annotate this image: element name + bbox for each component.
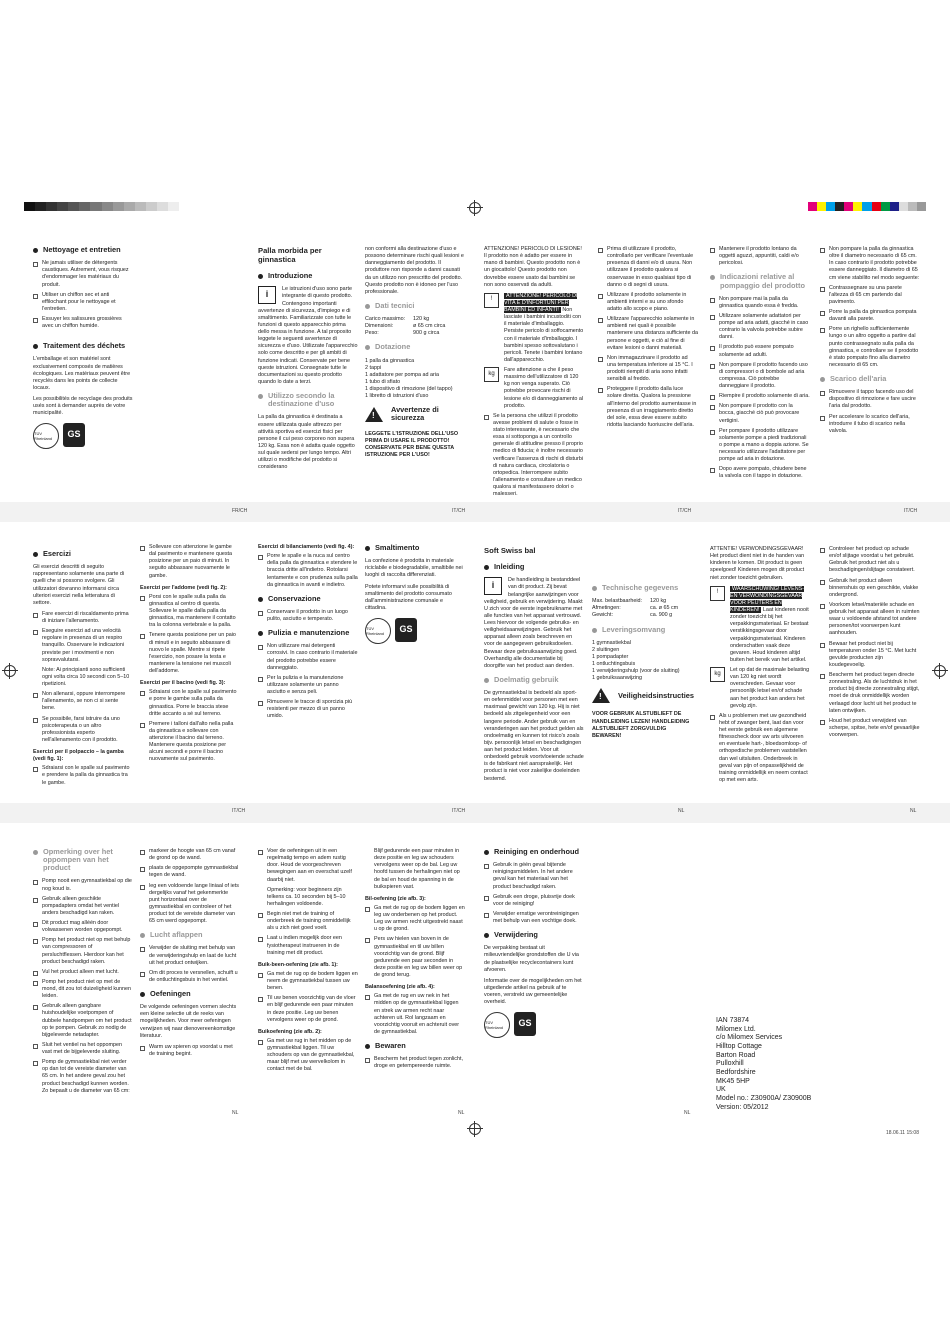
list-item: 1 verwijderingshulp (voor de sluiting) (592, 668, 680, 675)
list-item: Sollevare con attenzione le gambe dal pavimento e mantenere questa posizione per un paio di minuti. In seguito abbassare nuovamente le gambe. (140, 544, 240, 580)
page-footer: FR/CH (232, 508, 248, 514)
list-item: Verwijder de sluiting met behulp van de verwijderingshulp en laat de lucht uit het product ontwijken. (140, 945, 240, 966)
section-heading: Pulizia e manutenzione (258, 629, 358, 637)
column-nl-2 (592, 578, 692, 744)
list-item: Porre un righello sufficientemente lungo o un altro oggetto a partire dal punto contrassegnato sulla palla da ginnastica, e controllare se il prodotto è stato pompato fino alla diametro necessario di 65 cm. (820, 326, 920, 369)
list-item: Gebruik een droge, pluisvrije doek voor de reiniging! (484, 894, 584, 908)
warning-block: kg Let op dat de maximale belasting van 120 kg niet wordt overschreden. Gevaar voor persoonlijk letsel en/of schade aan het product kan anders het gevolg zijn. (710, 667, 810, 710)
list-item: Pers uw hielen van boven in de gymnastiekbal en til uw billen voorzichtig van de grond. Blijf gedurende een paar seconden in deze positie en leg uw billen weer op de grond terug. (365, 936, 465, 979)
list-item: Ga met de rug op de bodem liggen en leg uw onderbenen op het product. Leg uw armen recht uitgestrekt naast u op de grond. (365, 905, 465, 934)
column-it-3 (484, 246, 584, 501)
list-item: Vul het product alleen met lucht. (33, 969, 133, 976)
paragraph: L'emballage et son matériel sont exclusivement composés de matières écologiques. Les matériaux peuvent être recyclés dans les points de collecte locaux. (33, 356, 131, 391)
registration-mark (934, 665, 946, 677)
list-item: plaats de opgepompte gymnastiekbal tegen de wand. (140, 865, 240, 879)
list-item: Bescherm het product tegen zonlicht, droge en getempereerde ruimte. (365, 1056, 465, 1070)
list-item: Proteggere il prodotto dalla luce solare diretta. Qualora la pressione all'interno del prodotto aumentasse in presenza di un irraggiamento diretto del sole, essa deve essere subito ridotta lasciando fuoriuscire dell'aria. (598, 386, 698, 429)
product-title: Soft Swiss bal (484, 546, 536, 555)
list-item: Porre la palla da ginnastica pompata davanti alla parete. (820, 309, 920, 323)
column-fr (33, 240, 133, 455)
list-item: Contrassegnare su una parete l'altezza di 65 cm partendo dal pavimento. (820, 285, 920, 306)
column-it-ex-3 (258, 544, 358, 724)
registration-mark (469, 202, 481, 214)
list-item: Porsi con le spalle sulla palla da ginnastica al centro di questa. Sollevare le spalle dalla palla da ginnastica, ma mantenere il contatto tra la colonna vertebrale e la palla. (140, 594, 240, 630)
list-item: Sluit het ventiel na het oppompen vast met de bijgeleverde sluiting. (33, 1042, 133, 1056)
list-item: Il prodotto può essere pompato solamente ad adulti. (710, 344, 810, 358)
list-item: Verwijder ernstige verontreinigingen met behulp van een vochtige doek. (484, 911, 584, 925)
list-item: Sdraiarsi con le spalle sul pavimento e prendere la palla da ginnastica tra le gambe. (33, 765, 133, 786)
book-icon: i (258, 286, 276, 304)
section-heading: Dotazione (365, 343, 465, 351)
registration-mark (4, 665, 16, 677)
list-item: Ga met de rug op de bodem liggen en neem de gymnastiekbal tussen uw benen. (258, 971, 358, 992)
paragraph: ATTENTIE! VERWONDINGSGEVAAR! Het product dient niet in de handen van kinderen te komen. Dit product is geen speelgoed! Kinderen mogen dit product niet zonder toezicht gebruiken. (710, 546, 805, 581)
section-heading: Doelmatig gebruik (484, 676, 584, 684)
list-item: Se possibile, farsi istruire da uno psicoterapeuta o un altro professionista esperto nell'allenamento con il prodotto. (33, 716, 133, 745)
list-item: Prima di utilizzare il prodotto, controllarlo per verificare l'eventuale presenza di danni e/o di usura. Non utilizzare il prodotto qualora si osservasse in esso qualsiasi tipo di danno o di segni di usura. (598, 246, 698, 289)
certification-logos (484, 1012, 584, 1038)
column-it-2 (365, 246, 465, 463)
list-item: Voorkom letsel/materiële schade en gebruik het apparaat alleen in ruimten waar u voldoende afstand tot andere personen/tot voorwerpen kunt aanhouden. (820, 602, 920, 638)
list-item: Opmerking: voor beginners zijn telkens ca. 10 seconden bij 5–10 herhalingen voldoende. (267, 886, 346, 907)
manufacturer-address: IAN 73874 Milomex Ltd. c/o Milomex Services Hilltop Cottage Barton Road Pulloxhill Bedfordshire MK45 5HP UK Model no.: Z30900A/ Z30900B Version: 05/2012 (716, 1017, 812, 1111)
page-footer: IT/CH (232, 808, 246, 814)
column-it-1 (258, 246, 358, 475)
tech-row: Max. belastbaarheid: 120 kg (592, 598, 667, 605)
list-item: Essuyer les salissures grossières avec un chiffon humide. (33, 316, 133, 330)
warning-block: ! ATTENZIONE! PERICOLO DI VITA E D'INFORTUNI PER BAMBINI ED INFANTI! Non lasciate i bambini incustoditi con il materiale d'imballaggio. Persiste pericolo di soffocamento con il materiale d'imballaggio. I bambini spesso sottovalutano i pericoli. Tenete i bambini lontano dall'apparecchio. (484, 293, 584, 364)
list-item: Ga met uw rug in het midden op de gymnastiekbal liggen. Til uw schouders op van de gymnastiekbal, maar blijf met uw wervelkolom in contact met de bal. (258, 1038, 358, 1074)
page-footer: NL (684, 1110, 691, 1116)
page-footer: NL (458, 1110, 465, 1116)
list-item: 1 libretto di istruzioni d'uso (365, 393, 429, 400)
section-heading: Dati tecnici (365, 302, 465, 310)
list-item: Utilizzare il prodotto solamente in ambienti interni e su uno sfondo adatto allo scopo e piano. (598, 292, 698, 313)
list-item: Dopo avere pompato, chiudere bene la valvola con il tappo in dotazione. (710, 466, 810, 480)
paragraph: ATTENZIONE! PERICOLO DI LESIONE! Il prodotto non è adatto per essere in mano di bambini. Questo prodotto non è un giocattolo! Questo prodotto non dovrebbe essere usato dai bambini se non sono osservati da adulti. (484, 246, 582, 288)
list-item: Pomp het product niet op met behulp van compressoren of persluchtflessen. Hierdoor kan het product beschadigd raken. (33, 937, 133, 966)
paragraph: De volgende oefeningen vormen slechts een kleine selectie uit de reeks van mogelijkheden. Voor meer oefeningen verwijzen wij naar dienovereenkomstige literatuur. (140, 1004, 237, 1039)
gs-logo: GS (395, 618, 417, 642)
list-item: Fare esercizi di riscaldamento prima di iniziare l'allenamento. (33, 611, 133, 625)
safety-heading: ! Avvertenze di sicurezza (365, 406, 465, 422)
page-footer: NL (678, 808, 685, 814)
subheading: Balansoefening (zie afb. 4): (365, 984, 435, 991)
safety-heading: ! Veiligheidsinstructies (592, 688, 692, 703)
paragraph: La palla da ginnastica è destinata a essere utilizzata quale attrezzo per attività sportiva ed esercizi fisici per persone il cui peso corporeo non supera 120 kg. Essa non è adatta quale oggetto sul quale sedersi per lungo tempo. Altri utilizzi o modifiche del prodotto si considerano (258, 414, 355, 471)
list-item: Note: Ai principianti sono sufficienti ogni volta circa 10 secondi con 5–10 ripetizioni. (42, 666, 130, 688)
list-item: 1 adattatore per pompa ad aria (365, 371, 440, 378)
paragraph: LEGGETE L'ISTRUZIONE DELL'USO PRIMA DI USARE IL PRODOTTO! CONSERVATE PER BENE QUESTA ISTRUZIONE PER L'USO! (365, 430, 459, 458)
tuv-logo: TÜV Rheinland (365, 618, 391, 644)
column-nl-6 (140, 848, 240, 1061)
list-item: Non allenarsi, oppure interrompere l'allenamento, se non ci si sente bene. (33, 691, 133, 712)
paragraph: De gymnastiekbal is bedoeld als sport- en oefenmiddel voor personen met een maximaal gewicht van 120 kg. Hij is niet bedoeld als zitgelegenheid voor een langere periode. Ander gebruik van en veranderingen aan het product gelden als ondoelmatig en kunnen tot risico's zoals bijv. persoonlijk letsel en beschadigingen aan het product leiden. Voor uit onbedoeld gebruik voortvloeiende schade is de fabrikant niet aansprakelijk. Het product is niet voor zakelijke doeleinden bestemd. (484, 690, 584, 782)
list-item: Begin niet met de training of onderbreek de training onmiddellijk als u zich niet goed voelt. (258, 911, 358, 932)
list-item: Mantenere il prodotto lontano da oggetti aguzzi, appuntiti, caldi e/o pericolosi. (710, 246, 810, 267)
list-item: Porre le spalle e la nuca sul centro della palla da ginnastica e stendere le braccia dritte all'indietro. Rotolarsi lentamente e con prudenza sulla palla da ginnastica in avanti e indietro. (258, 553, 358, 589)
list-item: Dit product mag alléén door volwassenen worden opgepompt. (33, 920, 133, 934)
tech-row: Carico massimo: 120 kg (365, 316, 430, 323)
list-item: Non pompare la palla da ginnastica oltre il diametro necessario di 65 cm. In caso contrario il prodotto potrebbe essere danneggiato. Il diametro di 65 cm viene stabilito nel modo seguente: (820, 246, 920, 282)
warning-block: kg Fare attenzione a che il peso massimo dell'utilizzatore di 120 kg non venga superato. Ciò potrebbe provocare rischi di lesione e/o di danneggiamento al prodotto. (484, 367, 584, 410)
paragraph: Les possibilités de recyclage des produits usés sont à demander auprès de votre municipalité. (33, 396, 133, 417)
section-heading: Oefeningen (140, 990, 240, 998)
section-heading: Bewaren (365, 1042, 465, 1050)
child-warning-icon: ! (710, 586, 725, 601)
list-item: Voer de oefeningen uit in een regelmatig tempo en adem rustig door. Houd de voorgeschreven bewegingen aan en overschat uzelf daarbij niet. (258, 848, 358, 884)
list-item: Premere i talloni dall'alto nella palla da ginnastica e sollevare con attenzione il bacino dal terreno. Mantenere questa posizione per alcuni secondi e porre il bacino nuovamente sul pavimento. (140, 721, 240, 764)
tuv-logo: TÜV Rheinland (33, 423, 59, 449)
paragraph: Informatie over de mogelijkheden om het uitgediende artikel na gebruik af te voeren, verstrekt uw gemeentelijke overheid. (484, 977, 582, 1006)
list-item: Utilizzare solamente adattatori per pompe ad aria adatti, giacché in caso contrario la valvola potrebbe subire danni. (710, 313, 810, 342)
paragraph: De verpakking bestaat uit milieuvriendelijke grondstoffen die U via de plaatselijke recyclecontainers kunt afvoeren. (484, 945, 579, 973)
section-heading: Technische gegevens (592, 584, 692, 592)
column-nl-7 (258, 848, 358, 1077)
warning-triangle-icon: ! (365, 407, 383, 422)
section-heading: Verwijdering (484, 931, 584, 939)
list-item: Til uw benen voorzichtig van de vloer en blijf gedurende een paar minuten in deze positie. Leg uw benen vervolgens weer op de grond. (258, 995, 358, 1024)
paragraph: Gli esercizi descritti di seguito rappresentano solamente una parte di quelli che si possono svolgere. Gli utilizzatori dovranno informarsi circa ulteriori esercizi nella letteratura di settore. (33, 564, 125, 606)
section-heading: Smaltimento (365, 544, 465, 552)
list-item: 1 tubo di sfiato (365, 378, 401, 385)
paragraph: Potete informarvi sulle possibilità di smaltimento del prodotto consumato dall'amministrazione comunale e cittadina. (365, 583, 452, 611)
tech-row: Gewicht: ca. 900 g (592, 612, 673, 619)
tech-row: Peso: 900 g circa (365, 330, 440, 337)
paragraph: Le istruzioni d'uso sono parte integrante di questo prodotto. Contengono importanti avvertenze di sicurezza, d'impiego e di smaltimento. Familiarizzate con tutte le funzioni di questo apparecchio prima dello messa in funzione. A tal proposito leggete le seguenti avvertenze di sicurezza e d'uso. Utilizzate l'apparecchio solo come descritto e per gli ambiti di funzione indicati. Conservate per bene queste istruzioni. Consegnate tutte le documentazioni su questo prodotto quando lo date a terzi. (258, 286, 358, 385)
fold-band (0, 502, 950, 522)
weight-icon: kg (484, 367, 499, 382)
list-item: Ga met de rug en uw nek in het midden op de gymnastiekbal liggen en strek uw armen recht naar achteren uit. Rol langzaam en voorzichtig vooruit en achteruit over de gymnastiekbal. (365, 993, 465, 1036)
column-nl-9 (484, 848, 584, 1044)
list-item: Controleer het product op schade en/of slijtage voordat u het gebruikt. Gebruik het product niet als u beschadigingen/slijtage constateert. (820, 546, 920, 575)
fold-band (0, 803, 950, 823)
page-footer: NL (910, 808, 917, 814)
list-item: Bescherm het product tegen directe zonnestraling. Als de luchtdruk in het product bij directe zonnestraling stijgt, moet de druk onmiddellijk worden verlaagd door lucht uit het product te laten ontwijken. (820, 672, 920, 715)
section-heading: Nettoyage et entretien (33, 246, 133, 254)
list-item: Per accelerare lo scarico dell'aria, introdurre il tubo di scarico nella valvola. (820, 414, 920, 435)
tech-row: Dimensioni: ø 65 cm circa (365, 323, 446, 330)
list-item: leg een voldoende lange liniaal of iets dergelijks vanaf het gekenmerkte punt horizontaal over de gymnastiekbal en controleer of het product tot de vereiste diameter van 65 cm werd opgepompt. (140, 883, 240, 926)
list-item: 1 dispositivo di rimozione (del tappo) (365, 386, 453, 393)
column-nl-4 (820, 546, 920, 742)
list-item: Conservare il prodotto in un luogo pulito, asciutto e temperato. (258, 609, 358, 623)
list-item: Pomp de gymnastiekbal niet verder op dan tot de vereiste diameter van 65 cm. In het andere geval zou het product beschadigd kunnen worden. Zo bepaalt u de diameter van 65 cm: (33, 1059, 133, 1095)
paragraph: De handleiding is bestanddeel van dit product. Zij bevat belangrijke aanwijzingen voor veiligheid, gebruik en verwijdering. Maakt U zich voor de eerste ingebruikname met alle functies van het apparaat vertrouwd. Lees hiervoor de volgende gebruiks- en veiligheidsaanwijzingen. Gebruik het apparaat alleen zoals beschreven en voor de aangegeven gebruiksdoelen. Bewaar deze gebruiksaanwijzing goed. Overhandig alle documentatie bij doorgifte van het product aan derden. (484, 577, 583, 669)
grey-scale-bar (24, 202, 179, 211)
certification-logos (33, 423, 133, 449)
child-warning-icon: ! (484, 293, 499, 308)
list-item: Blijf gedurende een paar minuten in deze positie en leg uw schouders vervolgens weer op de bal. Leg uw hoofd tussen de herhalingen niet op de bal en houd de spanning in de buikspieren vast. (374, 848, 460, 890)
color-bar (808, 202, 926, 211)
section-heading: Traitement des déchets (33, 342, 133, 350)
list-item: Om dit proces te versnellen, schuift u de ontluchtingsbuis in het ventiel. (140, 970, 240, 984)
subheading: Esercizi per l'addome (vedi fig. 2): (140, 584, 227, 591)
subheading: Buik-been-oefening (zie afb. 1): (258, 961, 338, 968)
column-it-4 (598, 246, 698, 432)
section-heading: Indicazioni relative al pompaggio del prodotto (710, 273, 810, 289)
subheading: Esercizi di bilanciamento (vedi fig. 4): (258, 544, 355, 550)
list-item: Pomp het product niet op met de mond, dit zou tot duizeligheid kunnen leiden. (33, 979, 133, 1000)
tech-row: Afmetingen: ca. ø 65 cm (592, 605, 679, 612)
certification-logos (365, 618, 465, 644)
paragraph: La confezione è prodotta in materiale riciclabile e biodegradabile, smaltibile nei luoghi di raccolta differenziati. (365, 558, 463, 579)
subheading: Esercizi per il bacino (vedi fig. 3): (140, 680, 226, 687)
column-it-5 (710, 246, 810, 484)
list-item: Rimuovere il tappo facendo uso del dispositivo di rimozione e fare uscire l'aria dal prodotto. (820, 389, 920, 410)
section-heading: Scarico dell'aria (820, 375, 920, 383)
list-item: 1 palla da ginnastica (365, 357, 415, 364)
list-item: Per pompare il prodotto utilizzare solamente pompe a piedi tradizionali o pompe a mano a doppia azione. Se necessario utilizzare l'adattatore per pompe ad aria in dotazione. (710, 428, 810, 464)
section-heading: Esercizi (33, 550, 133, 558)
list-item: Bewaar het product niet bij temperaturen onder 15 °C. Met lucht gevulde producten zijn koudegevoelig. (820, 641, 920, 670)
gs-logo: GS (514, 1012, 536, 1036)
section-heading: Reiniging en onderhoud (484, 848, 584, 856)
warning-block: ! WAARSCHUWING! LEVENS- EN VERWONDINGSGEVAAR VOOR PEUTERS EN KINDEREN! Laat kinderen nooit zonder toezicht bij het verpakkingsmateriaal. Er bestaat verstikkingsgevaar door verpakkingsmateriaal. Kinderen onderschatten vaak deze gevaren. Houd kinderen altijd buiten het bereik van het artikel. (710, 586, 810, 664)
list-item: 1 pompadapter (592, 653, 629, 660)
list-item: Non pompare il prodotto facendo uso di compressori o di bombole ad aria compressa. Ciò potrebbe danneggiare il prodotto. (710, 362, 810, 391)
warning-triangle-icon: ! (592, 688, 610, 703)
list-item: Gebruik het product alleen binnenshuis op een geschikte, vlakke ondergrond. (820, 578, 920, 599)
column-nl-1 (484, 546, 584, 787)
list-item: Non pompare il prodotto con la bocca, giacché ciò può provocare vertigini. (710, 403, 810, 424)
subheading: Buikoefening (zie afb. 2): (258, 1028, 322, 1035)
subheading: Esercizi per il polpaccio – la gamba (vedi fig. 1): (33, 749, 124, 763)
column-it-6 (820, 246, 920, 438)
column-nl-5 (33, 848, 133, 1098)
list-item: Utiliser un chiffon sec et anti effilochant pour le nettoyage et l'entretien. (33, 292, 133, 313)
section-heading: Inleiding (484, 563, 584, 571)
column-it-ex-1 (33, 544, 133, 790)
column-nl-3 (710, 546, 810, 787)
list-item: Se la persona che utilizzi il prodotto avesse problemi di salute o fosse in stato interessante, è necessario che essa si sottoponga a un controllo generale di attitudine presso il proprio medico di fiducia; è inoltre necessario verificare l'assenza di rischi di disturbi di natura cardiaca, circolatoria o ortopedica. Interrompere subito l'allenamento e consultare un medico qualora si manifestassero dolori o malesseri. (484, 413, 584, 499)
list-item: 1 gebruiksaanwijzing (592, 675, 643, 682)
list-item: Eseguire esercizi ad una velocità regolare in presenza di un respiro tranquillo. Osservare le indicazioni previste per i movimenti e non sopravvalutarsi. (33, 628, 133, 664)
page-footer: IT/CH (904, 508, 918, 514)
section-heading: Utilizzo secondo la destinazione d'uso (258, 392, 358, 408)
list-item: 2 sluitingen (592, 646, 620, 653)
paragraph: VOOR GEBRUIK ALSTUBLIEFT DE HANDLEIDING LEZEN! HANDLEIDING ALSTUBLIEFT ZORGVULDIG BEWAREN! (592, 711, 690, 739)
list-item: 2 tappi (365, 364, 382, 371)
list-item: Gebruik alleen gangbare huishoudelijke voetpompen of dubbele handpompen om het product op te pompen. Gebruik zo nodig de bijgeleverde netadapter. (33, 1003, 133, 1039)
page-footer: IT/CH (678, 508, 692, 514)
list-item: Houd het product verwijderd van scherpe, spitse, hete en/of gevaarlijke voorwerpen. (820, 718, 920, 739)
page-footer: IT/CH (452, 508, 466, 514)
list-item: 1 ontluchtingsbuis (592, 661, 636, 668)
list-item: Laat u indien mogelijk door een fysiotherapeut instrueren in de training met dit product. (258, 935, 358, 956)
print-stamp: 18.06.11 15:08 (886, 1130, 919, 1136)
subheading: Bil-oefening (zie afb. 3): (365, 895, 426, 902)
list-item: Sdraiarsi con le spalle sul pavimento e porre le gambe sulla palla da ginnastica. Porre le braccia stese dritte accanto a sé sul terreno. (140, 689, 240, 718)
list-item: Per la pulizia e la manutenzione utilizzare solamente un panno asciutto e senza peli. (258, 675, 358, 696)
section-heading: Introduzione (258, 272, 358, 280)
list-item: Als u problemen met uw gezondheid hebt of zwanger bent, laat dan voor het eerste gebruik een algemene fitnesscheck door uw arts uitvoeren en eventuele hart-, bloedsomloop- of orthopedische problemen vaststellen dan wel uitsluiten. Onderbreek in geval van pijn of onpasselijkheid de training onmiddellijk en neem contact op met een arts. (710, 713, 810, 784)
paragraph: non conformi alla destinazione d'uso e possono determinare rischi quali lesioni e danneggiamento del prodotto. Il produttore non risponde a danni causati da un utilizzo non prescritto del prodotto. Questo prodotto non è idoneo per l'uso professionale. (365, 246, 464, 295)
section-heading: Leveringsomvang (592, 626, 692, 634)
list-item: Warm uw spieren op voordat u met de training begint. (140, 1044, 240, 1058)
section-heading: Lucht aflappen (140, 931, 240, 939)
list-item: Gebruik alleen geschikte pompadapters omdat het ventiel anders beschadigd kan raken. (33, 896, 133, 917)
section-heading: Opmerking over het oppompen van het product (33, 848, 133, 872)
list-item: Non immagazzinare il prodotto ad una temperatura inferiore ai 15 °C. I prodotti riempiti di aria sono infatti sensibili al freddo. (598, 355, 698, 384)
registration-mark (469, 1123, 481, 1135)
list-item: markeer de hoogte van 65 cm vanaf de grond op de wand. (140, 848, 240, 862)
tuv-logo: TÜV Rheinland (484, 1012, 510, 1038)
list-item: Utilizzare l'apparecchio solamente in ambienti nei quali è possibile mantenere una distanza sufficiente da persone e oggetti, e ciò al fine di evitare lesioni o danni materiali. (598, 316, 698, 352)
list-item: 1 gymnastiekbal (592, 639, 631, 646)
book-icon: i (484, 577, 502, 595)
section-heading: Conservazione (258, 595, 358, 603)
column-it-disp (365, 544, 465, 650)
product-title: Palla morbida per ginnastica (258, 246, 322, 265)
column-it-ex-2 (140, 544, 240, 767)
list-item: Non utilizzare mai detergenti corrosivi. In caso contrario il materiale del prodotto potrebbe essere danneggiato. (258, 643, 358, 672)
list-item: Gebruik in géén geval bijtende reinigingsmiddelen. In het andere geval kan het materiaal van het product beschadigd raken. (484, 862, 584, 891)
list-item: Riempire il prodotto solamente di aria. (710, 393, 810, 400)
list-item: Rimuovere le tracce di sporcizia più resistenti per mezzo di un panno umido. (258, 699, 358, 720)
column-nl-8 (365, 848, 465, 1073)
list-item: Non pompare mai la palla da ginnastica quando essa è fredda. (710, 296, 810, 310)
page-footer: IT/CH (452, 808, 466, 814)
page-footer: NL (232, 1110, 239, 1116)
list-item: Tenere questa posizione per un paio di minuti e in seguito abbassare di nuovo le spalle. Mentre si ripete l'esercizio, non posare la testa e mantenere la tensione nei muscoli dell'addome. (140, 632, 240, 675)
list-item: Pomp nooit een gymnastiekbal op die nog koud is. (33, 878, 133, 892)
list-item: Ne jamais utiliser de détergents caustiques. Autrement, vous risquez d'endommager les matériaux du produit. (33, 260, 133, 289)
gs-logo: GS (63, 423, 85, 447)
weight-icon: kg (710, 667, 725, 682)
